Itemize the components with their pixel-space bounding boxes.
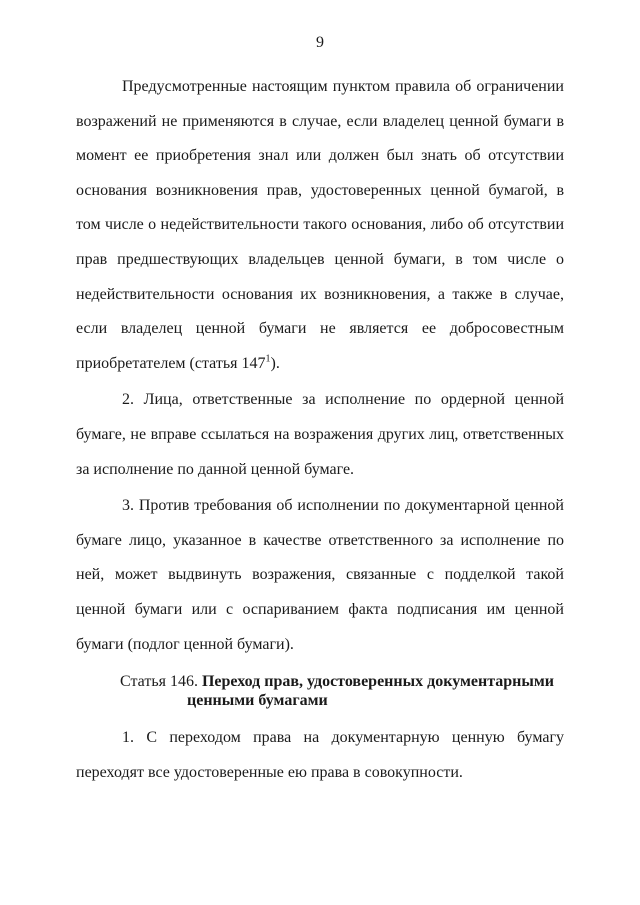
paragraph-tail: ). xyxy=(270,354,280,372)
article-title-line1: Переход прав, удостоверенных документарными xyxy=(201,673,554,691)
paragraph-forgery-objections: 3. Против требования об исполнении по документарной ценной бумаге лицо, указанное в качестве ответственного за исполнение по ней, может выдвинуть возражения, связанные с подделкой такой ценной бумаги или с оспариванием факта подписания им ценной бумаги (подлог ценной бумаги). xyxy=(76,497,564,653)
paragraph-objection-limits xyxy=(76,70,564,381)
article-heading-line1 xyxy=(76,672,564,691)
paragraph-rights-transfer: 1. С переходом права на документарную ценную бумагу переходят все удостоверенные ею права в совокупности. xyxy=(76,729,564,781)
paragraph-text: Предусмотренные настоящим пунктом правила об ограничении возражений не применяются в случае, если владелец ценной бумаги в момент ее приобретения знал или должен был знать об отсутствии основания возникновения прав, удостоверенных ценной бумагой, в том числе о недействительности такого основания, либо об отсутствии прав предшествующих владельцев ценной бумаги, в том числе о недействительности основания их возникновения, а также в случае, если владелец ценной бумаги не является ее добросовестным приобретателем (статья 147 xyxy=(76,78,564,372)
superscript-index: 1 xyxy=(265,353,271,365)
article-title-line2: ценными бумагами xyxy=(187,692,328,710)
document-body xyxy=(76,70,564,790)
article-label: Статья 146. xyxy=(120,673,198,691)
paragraph-responsible-persons: 2. Лица, ответственные за исполнение по ордерной ценной бумаге, не вправе ссылаться на возражения других лиц, ответственных за исполнение по данной ценной бумаге. xyxy=(76,391,564,478)
article-heading xyxy=(76,672,564,710)
page-number: 9 xyxy=(316,34,324,51)
